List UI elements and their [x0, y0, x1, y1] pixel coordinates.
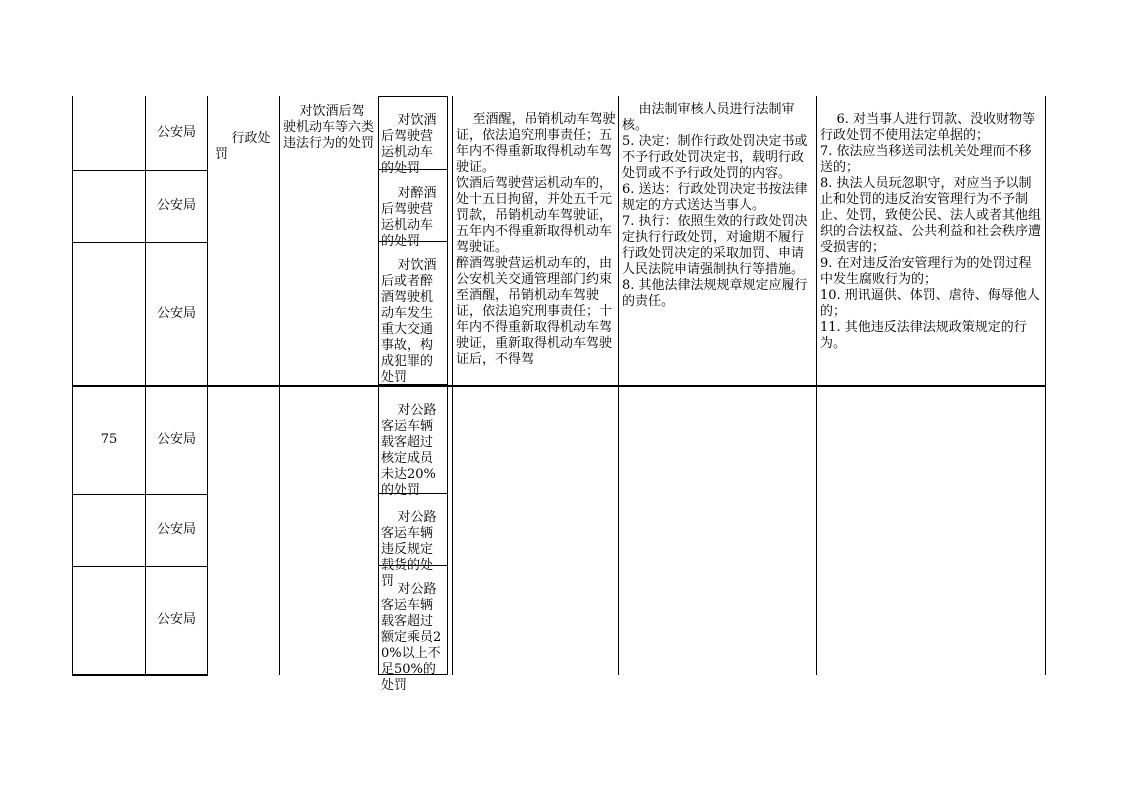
department-text: 公安局 [156, 432, 196, 447]
sub-item-text: 对饮酒后或者醉酒驾驶机动车发生重大交通事故，构成犯罪的处罚 [381, 258, 437, 385]
row-divider [73, 242, 207, 243]
row-divider [73, 170, 207, 171]
sub-item-text: 对公路客运车辆载客超过额定乘员20%以上不足50%的处罚 [381, 582, 442, 693]
row-number-text: 75 [100, 432, 118, 447]
sub-item-cell [378, 241, 448, 385]
category-text: 行政处罚 [215, 131, 271, 162]
department-text: 公安局 [156, 198, 196, 213]
row-divider [73, 566, 207, 567]
department-text: 公安局 [156, 612, 196, 627]
basis-text: 至酒醒，吊销机动车驾驶证，依法追究刑事责任；五年内不得重新取得机动车驾驶证。 饮酒后驾驶营运机动车的，处十五日拘留，并处五千元罚款，吊销机动车驾驶证，五年内不得重新取得机动车驾驶证。 醉酒驾驶营运机动车的，由公安机关交通管理部门约束至酒醒，吊销机动车驾驶证，依法追究刑事责任；十年内不得重新取得机动车驾驶证，重新取得机动车驾驶证后，不得驾 [456, 112, 616, 367]
accountability-text: 6. 对当事人进行罚款、没收财物等行政处罚不使用法定单据的； 7. 依法应当移送司法机关处理而不移送的； 8. 执法人员玩忽职守，对应当予以制止和处罚的违反治安管理行为不予制止、处罚，致使公民、法人或者其他组织的合法权益、公共利益和社会秩序遭受损害的； 9. 在对违反治安管理行为的处罚过程中发生腐败行为的； 10. 刑讯逼供、体罚、虐待、侮辱他人的； 11. 其他违反法律法规政策规定的行为。 [820, 112, 1042, 351]
sub-item-text: 对饮酒后驾驶营运机动车的处罚 [381, 113, 437, 176]
row-number-cell [73, 386, 145, 494]
sub-item-text: 对公路客运车辆违反规定载货的处罚 [381, 510, 437, 589]
department-cell [146, 242, 207, 385]
department-cell [146, 96, 207, 170]
basis-cell [454, 96, 618, 385]
department-text: 公安局 [156, 305, 196, 321]
sub-item-cell [378, 96, 448, 176]
department-cell [146, 494, 207, 566]
department-cell [146, 170, 207, 242]
department-cell [146, 566, 207, 674]
department-text: 公安局 [156, 522, 196, 537]
sub-item-text: 对公路客运车辆载客超过核定成员未达20%的处罚 [381, 403, 437, 498]
block-divider [72, 385, 1046, 387]
sub-item-cell [378, 169, 448, 249]
table-border-bottom [72, 674, 208, 676]
sub-item-text: 对醉酒后驾驶营运机动车的处罚 [381, 186, 437, 249]
category-cell [209, 115, 279, 162]
department-text: 公安局 [156, 125, 196, 140]
accountability-cell [818, 96, 1045, 385]
sub-item-cell [378, 386, 448, 498]
item-name-cell [281, 88, 377, 168]
process-cell [620, 86, 816, 385]
department-cell [146, 386, 207, 494]
item-name-text: 对饮酒后驾驶机动车等六类违法行为的处罚 [283, 104, 375, 151]
row-divider [73, 494, 207, 495]
sub-item-cell [378, 493, 448, 589]
sub-item-cell [378, 565, 448, 693]
process-text: 由法制审核人员进行法制审核。 5. 决定：制作行政处罚决定书或不予行政处罚决定书，载明行政处罚或不予行政处罚的内容。 6. 送达：行政处罚决定书按法律规定的方式送达当事人。 7. 执行：依照生效的行政处罚决定执行行政处罚，对逾期不履行行政处罚决定的采取加罚、申请人民法院申请强制执行等措施。 8. 其他法律法规规章规定应履行的责任。 [622, 102, 808, 309]
